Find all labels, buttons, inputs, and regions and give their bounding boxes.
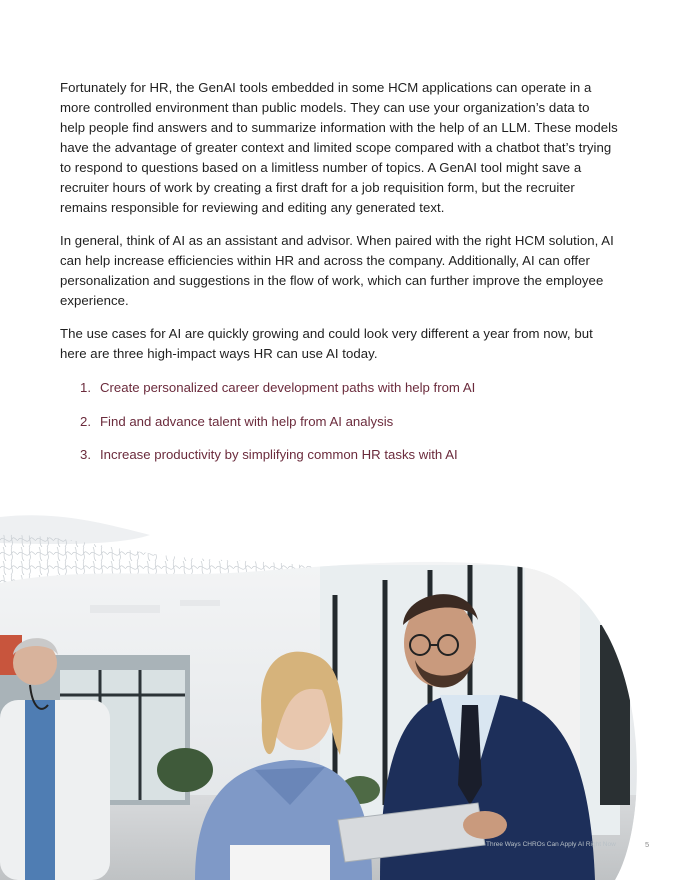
footer-title: Three Ways CHROs Can Apply AI Right Now (486, 841, 616, 848)
list-number: 2. (80, 413, 91, 429)
list-item (80, 445, 600, 465)
list-item-text: Create personalized career development paths with help from AI (100, 380, 476, 395)
hero-photo (0, 505, 680, 880)
list-item (80, 378, 600, 398)
list-item (80, 412, 600, 432)
body-text (60, 78, 618, 377)
paragraph-1: Fortunately for HR, the GenAI tools embedded in some HCM applications can operate in a more controlled environment than public models. They can use your organization’s data to help people find answers and to summarize information with the help of an LLM. These models have the advantage of greater context and limited scope compared with a chatbot that’s trying to respond to questions based on a limitless number of topics. A GenAI tool might save a recruiter hours of work by creating a first draft for a job requisition form, but the recruiter remains responsible for reviewing and editing any generated text. (60, 80, 618, 215)
list-number: 1. (80, 380, 91, 395)
page-number: 5 (645, 840, 650, 849)
paragraph-3: The use cases for AI are quickly growing and could look very different a year from now, but here are three high-impact ways HR can use AI today. (60, 326, 593, 361)
use-case-list (80, 378, 600, 479)
list-item-text: Find and advance talent with help from AI analysis (100, 413, 394, 429)
list-item-text: Increase productivity by simplifying common HR tasks with AI (100, 447, 458, 462)
list-number: 3. (80, 447, 91, 462)
paragraph-2: In general, think of AI as an assistant and advisor. When paired with the right HCM solution, AI can help increase efficiencies within HR and across the company. Additionally, AI can offer personalization and suggestions in the flow of work, which can further improve the employee experience. (60, 233, 614, 308)
